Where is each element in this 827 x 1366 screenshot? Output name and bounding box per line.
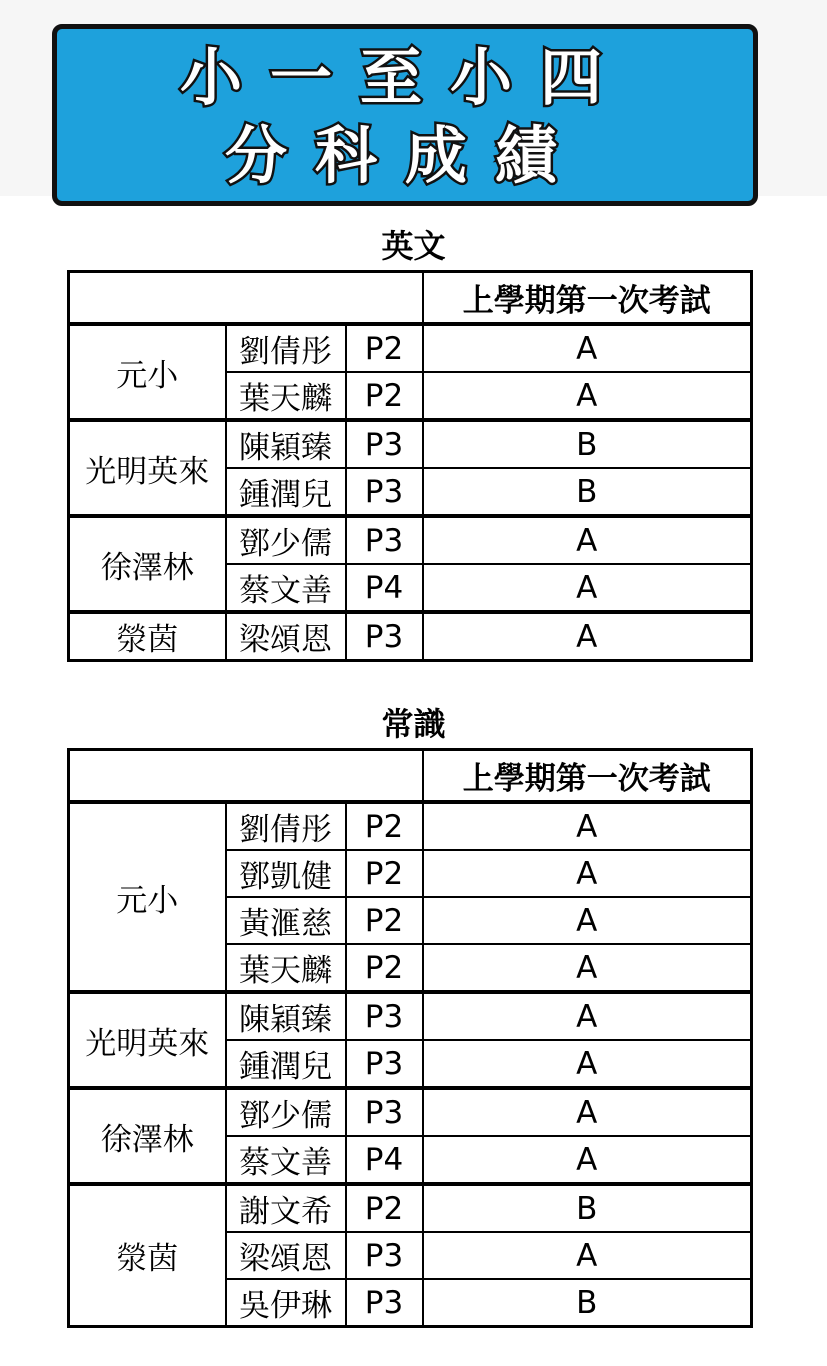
result-cell: A xyxy=(423,516,752,564)
student-name-cell: 梁頌恩 xyxy=(226,1232,346,1279)
grade-level-cell: P2 xyxy=(346,944,423,992)
grade-level-cell: P2 xyxy=(346,372,423,420)
grade-level-cell: P2 xyxy=(346,324,423,372)
result-cell: A xyxy=(423,1136,752,1184)
student-name-cell: 鄧凱健 xyxy=(226,850,346,897)
student-name-cell: 黃滙慈 xyxy=(226,897,346,944)
result-cell: A xyxy=(423,1040,752,1088)
grade-level-cell: P3 xyxy=(346,1232,423,1279)
result-cell: A xyxy=(423,992,752,1040)
school-cell: 元小 xyxy=(69,802,226,992)
grade-level-cell: P3 xyxy=(346,516,423,564)
result-cell: A xyxy=(423,612,752,661)
grade-level-cell: P2 xyxy=(346,850,423,897)
student-name-cell: 葉天麟 xyxy=(226,944,346,992)
result-cell: A xyxy=(423,897,752,944)
grade-level-cell: P3 xyxy=(346,1088,423,1136)
student-name-cell: 劉倩彤 xyxy=(226,802,346,850)
grade-level-cell: P4 xyxy=(346,1136,423,1184)
grade-level-cell: P3 xyxy=(346,468,423,516)
school-cell: 元小 xyxy=(69,324,226,420)
header-exam-label: 上學期第一次考試 xyxy=(423,272,752,325)
student-name-cell: 鄧少儒 xyxy=(226,1088,346,1136)
grade-level-cell: P3 xyxy=(346,1279,423,1327)
student-name-cell: 謝文希 xyxy=(226,1184,346,1232)
english-results-table xyxy=(67,270,753,662)
header-blank-cell xyxy=(69,272,423,325)
grade-level-cell: P2 xyxy=(346,802,423,850)
student-name-cell: 葉天麟 xyxy=(226,372,346,420)
grade-level-cell: P2 xyxy=(346,1184,423,1232)
grade-level-cell: P2 xyxy=(346,897,423,944)
table-header-row xyxy=(69,750,752,803)
table-row xyxy=(69,612,752,661)
grade-level-cell: P3 xyxy=(346,612,423,661)
grade-level-cell: P3 xyxy=(346,992,423,1040)
school-cell: 徐澤林 xyxy=(69,1088,226,1184)
table-row xyxy=(69,1088,752,1136)
result-cell: A xyxy=(423,944,752,992)
result-cell: B xyxy=(423,1184,752,1232)
banner-title-line-2: 分科成績 xyxy=(224,119,585,192)
school-cell: 徐澤林 xyxy=(69,516,226,612)
general-studies-results-table xyxy=(67,748,753,1328)
table-header-row xyxy=(69,272,752,325)
result-cell: B xyxy=(423,420,752,468)
student-name-cell: 鍾潤兒 xyxy=(226,1040,346,1088)
header-exam-label: 上學期第一次考試 xyxy=(423,750,752,803)
school-cell: 滎茵 xyxy=(69,612,226,661)
result-cell: A xyxy=(423,802,752,850)
result-cell: A xyxy=(423,372,752,420)
student-name-cell: 劉倩彤 xyxy=(226,324,346,372)
section-title-english: 英文 xyxy=(381,227,446,265)
table-row xyxy=(69,324,752,372)
result-cell: B xyxy=(423,468,752,516)
grade-level-cell: P4 xyxy=(346,564,423,612)
table-row xyxy=(69,802,752,850)
student-name-cell: 蔡文善 xyxy=(226,564,346,612)
result-cell: A xyxy=(423,324,752,372)
table-row xyxy=(69,516,752,564)
student-name-cell: 陳穎臻 xyxy=(226,420,346,468)
student-name-cell: 梁頌恩 xyxy=(226,612,346,661)
school-cell: 滎茵 xyxy=(69,1184,226,1327)
school-cell: 光明英來 xyxy=(69,992,226,1088)
section-title-general-studies: 常識 xyxy=(381,705,446,743)
table-row xyxy=(69,1184,752,1232)
student-name-cell: 鄧少儒 xyxy=(226,516,346,564)
student-name-cell: 吳伊琳 xyxy=(226,1279,346,1327)
student-name-cell: 陳穎臻 xyxy=(226,992,346,1040)
result-cell: A xyxy=(423,564,752,612)
school-cell: 光明英來 xyxy=(69,420,226,516)
result-cell: A xyxy=(423,850,752,897)
grade-level-cell: P3 xyxy=(346,1040,423,1088)
header-blank-cell xyxy=(69,750,423,803)
result-cell: A xyxy=(423,1088,752,1136)
table-row xyxy=(69,992,752,1040)
grade-level-cell: P3 xyxy=(346,420,423,468)
student-name-cell: 蔡文善 xyxy=(226,1136,346,1184)
result-cell: B xyxy=(423,1279,752,1327)
title-banner xyxy=(52,24,758,206)
table-row xyxy=(69,420,752,468)
student-name-cell: 鍾潤兒 xyxy=(226,468,346,516)
banner-title-line-1: 小一至小四 xyxy=(179,41,630,114)
result-cell: A xyxy=(423,1232,752,1279)
